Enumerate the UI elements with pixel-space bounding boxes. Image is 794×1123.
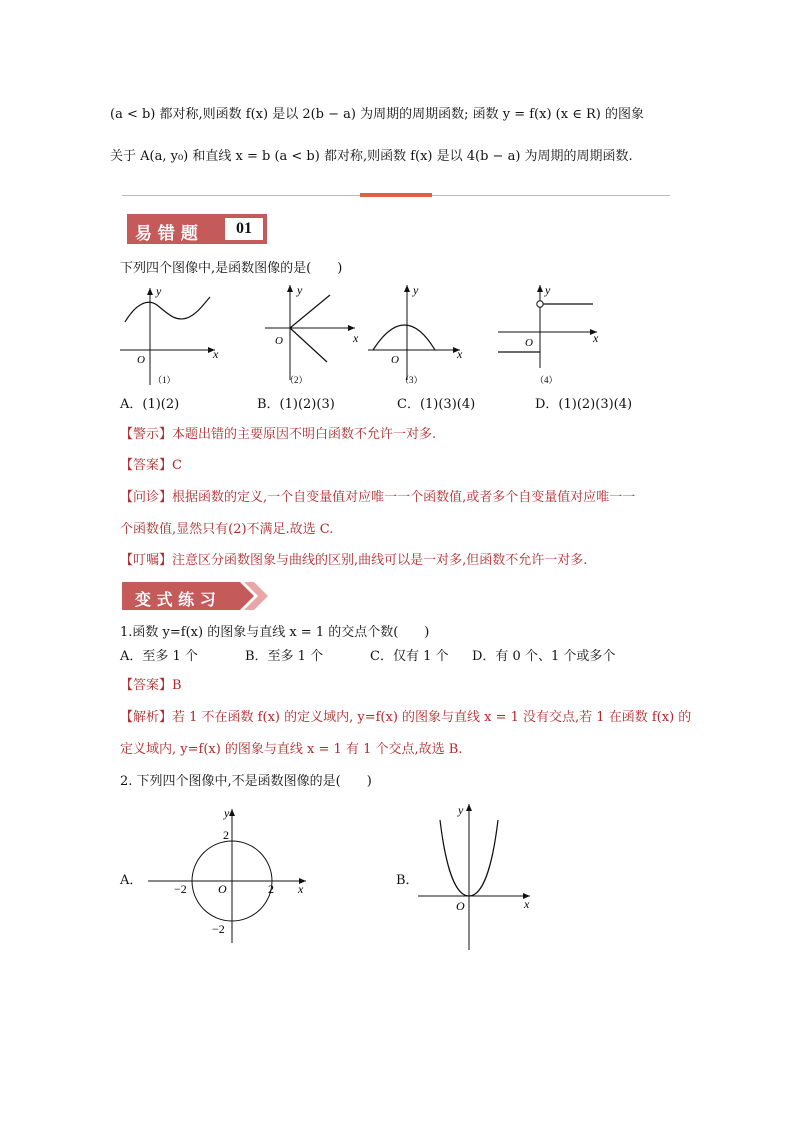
graph-3	[368, 283, 463, 385]
q1-option-b: B．(1)(2)(3)	[257, 397, 335, 412]
p1-stem: 1.函数 y=f(x) 的图象与直线 x = 1 的交点个数( )	[120, 625, 430, 640]
p1-option-b: B．至多 1 个	[245, 649, 324, 664]
answer-text: C	[172, 458, 182, 473]
graph-4	[498, 283, 599, 385]
diagnosis-text-1: 根据函数的定义,一个自变量值对应唯一一个函数值,或者多个自变量值对应唯一一	[172, 490, 636, 505]
g3-origin: O	[391, 354, 399, 366]
p2-stem: 2. 下列四个图像中,不是函数图像的是( )	[120, 774, 372, 789]
q1-warning	[120, 427, 436, 443]
g1-x-label: x	[213, 347, 219, 361]
q1-option-a: A．(1)(2)	[120, 397, 180, 412]
p1-answer-tag: 【答案】	[120, 678, 173, 693]
q1-diagnosis-line-2: 个函数值,显然只有(2)不满足.故选 C.	[120, 522, 334, 537]
g3-y-label: y	[413, 283, 419, 297]
p2a-y-label: y	[224, 806, 230, 820]
p1-analysis-text-1: 若 1 不在函数 f(x) 的定义域内, y=f(x) 的图象与直线 x = 1 没有交点,若 1 在函数 f(x) 的	[172, 710, 692, 725]
q1-diagnosis-line-1	[120, 490, 635, 506]
g4-x-label: x	[593, 331, 599, 345]
tick-x-neg2: −2	[174, 882, 187, 896]
warning-text: 本题出错的主要原因不明白函数不允许一对多.	[172, 427, 437, 442]
graph-1	[120, 284, 219, 385]
warning-tag: 【警示】	[120, 427, 173, 442]
q1-option-c: C．(1)(3)(4)	[397, 397, 476, 412]
q1-stem: 下列四个图像中,是函数图像的是( )	[120, 261, 343, 276]
diagnosis-tag: 【问诊】	[120, 490, 173, 505]
g4-y-label: y	[545, 283, 551, 297]
reminder-tag: 【叮嘱】	[120, 553, 173, 568]
banner2-title: 变 式 练 习	[135, 590, 216, 609]
p2-option-a: A．	[120, 873, 143, 888]
tick-y-neg2: −2	[212, 922, 225, 936]
banner-error-question	[127, 214, 267, 244]
banner-title: 易 错 题	[135, 224, 198, 244]
p1-answer	[120, 678, 182, 694]
p1-answer-text: B	[172, 678, 182, 693]
g4-caption: （4）	[535, 375, 558, 385]
tick-y-2: 2	[223, 828, 229, 842]
p1-analysis-line-1	[120, 710, 691, 726]
g2-x-label: x	[353, 331, 359, 345]
p2a-origin: O	[218, 882, 227, 896]
divider-mark	[360, 193, 432, 197]
q1-answer	[120, 458, 182, 474]
g1-origin: O	[137, 354, 145, 366]
g2-caption: （2）	[285, 375, 308, 385]
p2b-origin: O	[456, 899, 465, 913]
p2-graph-b-parabola	[418, 800, 543, 955]
g3-x-label: x	[457, 347, 463, 361]
q1-reminder	[120, 553, 587, 569]
p1-option-a: A．至多 1 个	[120, 649, 198, 664]
g4-origin: O	[525, 337, 533, 349]
q1-option-d: D．(1)(2)(3)(4)	[535, 397, 633, 412]
g1-caption: （1）	[153, 375, 176, 385]
p2a-x-label: x	[298, 882, 304, 896]
g3-caption: （3）	[400, 375, 423, 385]
intro-line-1: (a < b) 都对称,则函数 f(x) 是以 2(b − a) 为周期的周期函数; 函数 y = f(x) (x ∈ R) 的图象	[110, 107, 644, 122]
graph-2	[265, 283, 359, 385]
g1-y-label: y	[156, 284, 162, 298]
p1-option-c: C．仅有 1 个	[370, 649, 449, 664]
p2b-x-label: x	[524, 897, 530, 911]
g2-y-label: y	[297, 283, 303, 297]
p2-option-b: B．	[396, 873, 419, 888]
g2-origin: O	[275, 335, 283, 347]
p1-option-d: D．有 0 个、1 个或多个	[472, 649, 616, 664]
banner-number: 01	[225, 218, 263, 240]
intro-line-2: 关于 A(a, y₀) 和直线 x = b (a < b) 都对称,则函数 f(x) 是以 4(b − a) 为周期的周期函数.	[110, 149, 633, 164]
q1-graphs	[115, 280, 625, 390]
reminder-text: 注意区分函数图象与曲线的区别,曲线可以是一对多,但函数不允许一对多.	[172, 553, 588, 568]
p1-analysis-line-2: 定义域内, y=f(x) 的图象与直线 x = 1 有 1 个交点,故选 B.	[120, 742, 463, 757]
p1-analysis-tag: 【解析】	[120, 710, 173, 725]
p2-graph-a-circle	[148, 805, 318, 945]
p2b-y-label: y	[458, 803, 464, 817]
answer-tag: 【答案】	[120, 458, 173, 473]
tick-x-2: 2	[268, 882, 274, 896]
